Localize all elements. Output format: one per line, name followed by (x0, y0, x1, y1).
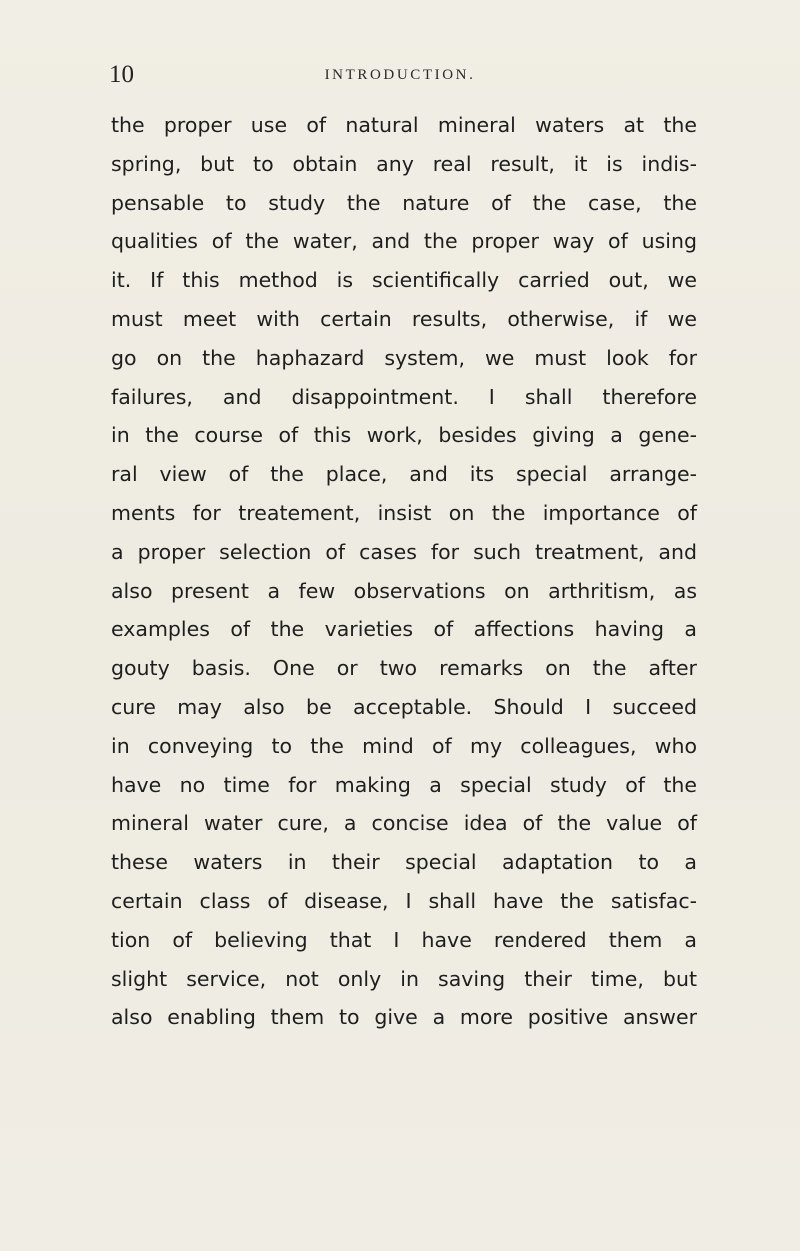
text-line: slight service, not only in saving their time, but (111, 966, 697, 991)
text-line: must meet with certain results, otherwise, if we (111, 306, 697, 331)
text-line: certain class of disease, I shall have the satisfac- (111, 888, 697, 913)
text-line: spring, but to obtain any real result, it is indis- (111, 151, 697, 176)
text-line: pensable to study the nature of the case, the (111, 190, 697, 215)
page-number: 10 (109, 61, 134, 88)
running-head: INTRODUCTION. (324, 67, 476, 83)
text-line: have no time for making a special study of the (111, 772, 697, 797)
text-line: also present a few observations on arthritism, as (111, 578, 697, 603)
text-line: in the course of this work, besides giving a gene- (111, 423, 697, 448)
text-line: cure may also be acceptable. Should I succeed (111, 694, 697, 719)
text-line: examples of the varieties of affections having a (111, 617, 697, 642)
text-line: also enabling them to give a more positive answer (111, 1005, 697, 1030)
text-line: ments for treatement, insist on the importance of (111, 500, 697, 525)
text-line: mineral water cure, a concise idea of the value of (111, 811, 697, 836)
body-text (111, 106, 697, 1037)
text-line: ral view of the place, and its special arrange- (111, 462, 697, 487)
text-line: tion of believing that I have rendered them a (111, 927, 697, 952)
text-line: failures, and disappointment. I shall therefore (111, 384, 697, 409)
page-header (0, 58, 800, 92)
text-line: gouty basis. One or two remarks on the after (111, 656, 697, 681)
text-line: it. If this method is scientifically carried out, we (111, 268, 697, 293)
text-line: these waters in their special adaptation to a (111, 850, 697, 875)
text-line: a proper selection of cases for such treatment, and (111, 539, 697, 564)
text-line: the proper use of natural mineral waters at the (111, 113, 697, 137)
text-line: in conveying to the mind of my colleagues, who (111, 733, 697, 758)
text-line: go on the haphazard system, we must look for (111, 345, 697, 370)
text-line: qualities of the water, and the proper way of using (111, 229, 697, 254)
